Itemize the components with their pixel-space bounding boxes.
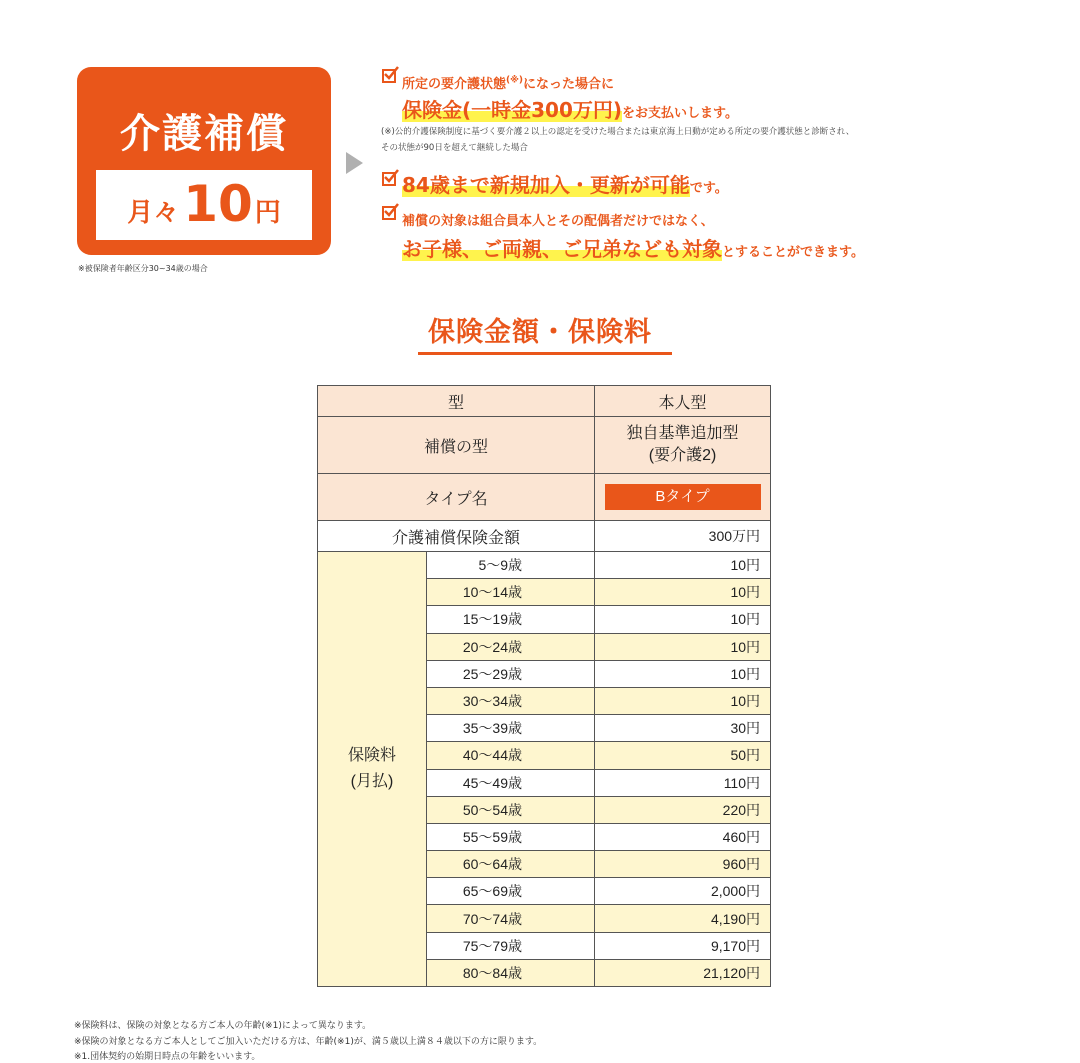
checkbox-icon [382,206,396,220]
section-title: 保険金額・保険料 [428,317,652,348]
age-range-cell: 10〜14歳 [427,579,595,606]
premium-value-cell: 10円 [595,579,771,606]
footnote-3: ※1.団体契約の始期日時点の年齢をいいます。 [74,1052,261,1062]
checkbox-icon [382,69,396,83]
feature-2-highlight: 84歳まで新規加入・更新が可能 [402,173,690,197]
premium-value-cell: 10円 [595,687,771,714]
age-range-cell: 5〜9歳 [427,552,595,579]
coverage-value: 独自基準追加型 (要介護2) [595,417,771,474]
premium-value-cell: 21,120円 [595,959,771,986]
table-row-amount [318,521,771,552]
premium-value-cell: 220円 [595,796,771,823]
plan-badge [77,67,331,255]
premium-table [317,385,771,987]
arrow-right-icon [346,152,363,174]
footnote-1: ※保険料は、保険の対象となる方ご本人の年齢(※1)によって異なります。 [74,1021,372,1031]
age-range-cell: 15〜19歳 [427,606,595,633]
premium-value-cell: 110円 [595,769,771,796]
badge-price-unit: 円 [254,198,281,228]
feature-2-line [402,169,728,198]
footnote-2: ※保険の対象となる方ご本人としてご加入いただける方は、年齢(※1)が、満５歳以上満８４歳以下の方に限ります。 [74,1037,543,1047]
feature-1-highlight: 保険金(一時金300万円) [402,98,623,122]
premium-value-cell: 2,000円 [595,878,771,905]
feature-3-line1: 補償の対象は組合員本人とその配偶者だけではなく、 [402,214,714,229]
section-title-underline [418,352,672,355]
age-range-cell: 75〜79歳 [427,932,595,959]
age-range-cell: 65〜69歳 [427,878,595,905]
age-range-cell: 35〜39歳 [427,715,595,742]
premium-value-cell: 10円 [595,606,771,633]
feature-1-line1: 所定の要介護状態(※)になった場合に [402,75,615,92]
premium-value-cell: 30円 [595,715,771,742]
feature-3-highlight: お子様、ご両親、ご兄弟なども対象 [402,237,722,261]
age-range-cell: 45〜49歳 [427,769,595,796]
premium-value-cell: 10円 [595,660,771,687]
premium-value-cell: 9,170円 [595,932,771,959]
amount-value: 300万円 [595,521,771,552]
table-row-type [318,386,771,417]
premium-value-cell: 50円 [595,742,771,769]
badge-note: ※被保険者年齢区分30~34歳の場合 [78,264,208,273]
age-range-cell: 30〜34歳 [427,687,595,714]
type-badge: Bタイプ [605,484,761,510]
typename-cell [595,474,771,521]
checkbox-icon [382,172,396,186]
premium-value-cell: 460円 [595,823,771,850]
feature-3-tail: とすることができます。 [722,245,864,260]
badge-price-number: 10 [183,175,253,233]
age-range-cell: 40〜44歳 [427,742,595,769]
age-range-cell: 55〜59歳 [427,823,595,850]
feature-2-tail: です。 [689,181,728,196]
premium-value-cell: 10円 [595,552,771,579]
amount-label: 介護補償保険金額 [318,521,595,552]
premium-value-cell: 4,190円 [595,905,771,932]
table-row-typename [318,474,771,521]
age-range-cell: 70〜74歳 [427,905,595,932]
badge-price-box [96,170,312,240]
badge-price-prefix: 月々 [127,198,180,228]
age-range-cell: 60〜64歳 [427,851,595,878]
feature-1-note-1: (※)公的介護保険制度に基づく要介護２以上の認定を受けた場合または東京海上日動が定める所定の要介護状態と診断され、 [381,127,855,137]
premium-value-cell: 960円 [595,851,771,878]
table-row-coverage [318,417,771,474]
feature-1-tail: をお支払いします。 [622,106,738,121]
feature-1-note-2: その状態が90日を超えて継続した場合 [381,143,528,153]
badge-title: 介護補償 [120,111,288,157]
age-range-cell: 80〜84歳 [427,959,595,986]
table-row [318,552,771,579]
feature-3-line2 [402,233,864,262]
age-range-cell: 50〜54歳 [427,796,595,823]
premium-label: 保険料 (月払) [318,552,427,987]
age-range-cell: 25〜29歳 [427,660,595,687]
type-value: 本人型 [595,386,771,417]
premium-value-cell: 10円 [595,633,771,660]
type-label: 型 [318,386,595,417]
age-range-cell: 20〜24歳 [427,633,595,660]
typename-label: タイプ名 [318,474,595,521]
coverage-label: 補償の型 [318,417,595,474]
feature-1-line2 [402,94,738,123]
